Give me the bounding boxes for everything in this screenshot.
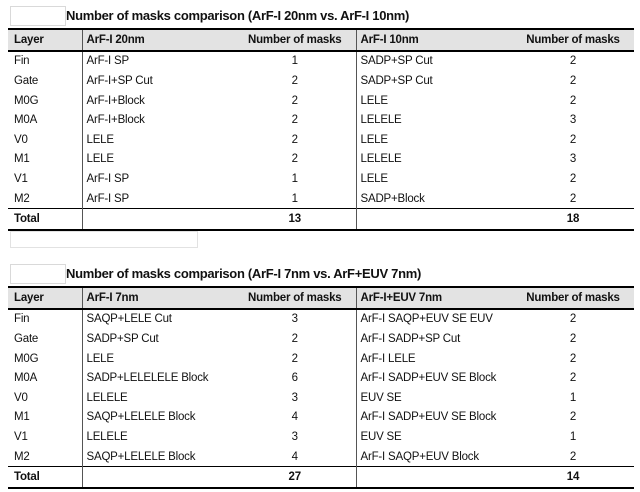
cell-layer: V0 — [14, 133, 28, 146]
cell-process-b: LELE — [356, 169, 512, 189]
table-row — [8, 408, 634, 428]
cell-masks-b: 2 — [569, 192, 577, 205]
table-row — [8, 110, 634, 130]
header-layer: Layer — [8, 287, 82, 309]
cell-process-a: SADP+LELELELE Block — [82, 368, 234, 388]
cell-masks-a: 4 — [291, 411, 298, 424]
cell-masks-b: 2 — [569, 332, 577, 345]
cell-process-a: SAQP+LELELE Block — [82, 408, 234, 428]
cell-masks-b: 2 — [569, 352, 577, 365]
cell-masks-a: 3 — [291, 313, 298, 326]
cell-masks-b: 3 — [569, 114, 577, 127]
cell-process-b: ArF-I LELE — [356, 349, 512, 369]
table-row — [8, 130, 634, 150]
table-block-20nm-vs-10nm — [8, 6, 634, 231]
cell-layer: M0A — [14, 372, 38, 385]
cell-layer: M2 — [14, 192, 30, 205]
cell-layer: V0 — [14, 391, 28, 404]
cell-masks-b: 2 — [569, 133, 577, 146]
cell-layer: Gate — [14, 74, 39, 87]
cell-masks-a: 2 — [291, 133, 298, 146]
table-row — [8, 447, 634, 467]
header-process-a: ArF-I 20nm — [82, 29, 234, 51]
header-process-b: ArF-I+EUV 7nm — [356, 287, 512, 309]
cell-process-a: ArF-I SP — [82, 51, 234, 72]
table-row — [8, 91, 634, 111]
table-row — [8, 349, 634, 369]
total-cell-process-a — [82, 467, 234, 489]
title-placeholder-box — [10, 264, 66, 284]
table-row — [8, 169, 634, 189]
table-row — [8, 427, 634, 447]
cell-process-a: LELE — [82, 130, 234, 150]
cell-process-b: ArF-I SAQP+EUV SE EUV — [356, 309, 512, 330]
table-row — [8, 329, 634, 349]
total-cell-masks-a: 13 — [234, 209, 356, 231]
cell-masks-a: 2 — [291, 74, 298, 87]
cell-process-b: SADP+SP Cut — [356, 71, 512, 91]
cell-process-a: LELELE — [82, 427, 234, 447]
total-cell-layer: Total — [8, 209, 82, 231]
table-row — [8, 71, 634, 91]
cell-masks-b: 2 — [569, 172, 577, 185]
cell-masks-a: 2 — [291, 114, 298, 127]
cell-layer: M0A — [14, 114, 38, 127]
cell-masks-a: 1 — [291, 172, 298, 185]
total-row — [8, 209, 634, 231]
table-row — [8, 309, 634, 330]
cell-process-b: ArF-I SADP+SP Cut — [356, 329, 512, 349]
cell-layer: M0G — [14, 352, 39, 365]
cell-masks-b: 2 — [569, 55, 577, 68]
table-block-7nm-vs-euv — [8, 264, 634, 489]
total-cell-masks-b: 18 — [512, 209, 634, 231]
total-cell-process-a — [82, 209, 234, 231]
table-row — [8, 388, 634, 408]
cell-process-b: LELE — [356, 130, 512, 150]
cell-process-b: LELELE — [356, 110, 512, 130]
cell-process-b: ArF-I SADP+EUV SE Block — [356, 408, 512, 428]
cell-process-b: EUV SE — [356, 388, 512, 408]
table-row — [8, 189, 634, 209]
cell-layer: Gate — [14, 332, 39, 345]
total-cell-masks-a: 27 — [234, 467, 356, 489]
table-title: Number of masks comparison (ArF-I 7nm vs. ArF+EUV 7nm) — [66, 266, 421, 281]
blank-caption-box — [10, 231, 198, 248]
cell-layer: V1 — [14, 430, 28, 443]
cell-layer: M1 — [14, 411, 30, 424]
table-row — [8, 150, 634, 170]
total-cell-process-b — [356, 209, 512, 231]
total-row — [8, 467, 634, 489]
cell-masks-b: 2 — [569, 372, 577, 385]
header-masks-a: Number of masks — [234, 29, 356, 51]
header-masks-b: Number of masks — [512, 29, 634, 51]
cell-masks-b: 1 — [569, 430, 577, 443]
cell-layer: M2 — [14, 450, 30, 463]
cell-masks-a: 2 — [291, 352, 298, 365]
header-masks-b: Number of masks — [512, 287, 634, 309]
header-layer: Layer — [8, 29, 82, 51]
cell-process-a: ArF-I SP — [82, 189, 234, 209]
cell-process-b: LELE — [356, 91, 512, 111]
cell-masks-a: 4 — [291, 450, 298, 463]
cell-process-a: ArF-I+Block — [82, 110, 234, 130]
header-masks-a: Number of masks — [234, 287, 356, 309]
header-process-a: ArF-I 7nm — [82, 287, 234, 309]
cell-masks-a: 3 — [291, 430, 298, 443]
table-title-row — [8, 6, 634, 28]
table-header-row — [8, 287, 634, 309]
cell-process-a: LELE — [82, 349, 234, 369]
cell-masks-b: 2 — [569, 313, 577, 326]
cell-masks-a: 1 — [291, 192, 298, 205]
table-row — [8, 51, 634, 72]
mask-comparison-table — [8, 28, 634, 231]
cell-masks-a: 2 — [291, 153, 298, 166]
cell-layer: Fin — [14, 313, 30, 326]
cell-process-b: SADP+SP Cut — [356, 51, 512, 72]
cell-masks-b: 2 — [569, 94, 577, 107]
cell-process-b: EUV SE — [356, 427, 512, 447]
cell-layer: M0G — [14, 94, 39, 107]
cell-masks-a: 3 — [291, 391, 298, 404]
cell-process-a: ArF-I+Block — [82, 91, 234, 111]
title-placeholder-box — [10, 6, 66, 26]
cell-process-a: LELE — [82, 150, 234, 170]
table-header-row — [8, 29, 634, 51]
cell-layer: Fin — [14, 55, 30, 68]
cell-process-b: LELELE — [356, 150, 512, 170]
total-cell-layer: Total — [8, 467, 82, 489]
cell-masks-a: 6 — [291, 372, 298, 385]
total-cell-process-b — [356, 467, 512, 489]
cell-process-a: ArF-I+SP Cut — [82, 71, 234, 91]
cell-process-b: ArF-I SADP+EUV SE Block — [356, 368, 512, 388]
cell-masks-a: 2 — [291, 94, 298, 107]
table-title-row — [8, 264, 634, 286]
cell-masks-b: 2 — [569, 411, 577, 424]
cell-process-b: ArF-I SAQP+EUV Block — [356, 447, 512, 467]
cell-masks-a: 2 — [291, 332, 298, 345]
cell-process-a: SAQP+LELE Cut — [82, 309, 234, 330]
table-title: Number of masks comparison (ArF-I 20nm vs. ArF-I 10nm) — [66, 8, 410, 23]
header-process-b: ArF-I 10nm — [356, 29, 512, 51]
cell-layer: M1 — [14, 153, 30, 166]
cell-process-a: SADP+SP Cut — [82, 329, 234, 349]
cell-process-a: LELELE — [82, 388, 234, 408]
cell-process-b: SADP+Block — [356, 189, 512, 209]
cell-masks-b: 1 — [569, 391, 577, 404]
table-row — [8, 368, 634, 388]
cell-process-a: SAQP+LELELE Block — [82, 447, 234, 467]
cell-masks-b: 3 — [569, 153, 577, 166]
cell-process-a: ArF-I SP — [82, 169, 234, 189]
cell-masks-b: 2 — [569, 74, 577, 87]
total-cell-masks-b: 14 — [512, 467, 634, 489]
cell-layer: V1 — [14, 172, 28, 185]
cell-masks-a: 1 — [291, 55, 298, 68]
mask-comparison-table — [8, 286, 634, 489]
cell-masks-b: 2 — [569, 450, 577, 463]
